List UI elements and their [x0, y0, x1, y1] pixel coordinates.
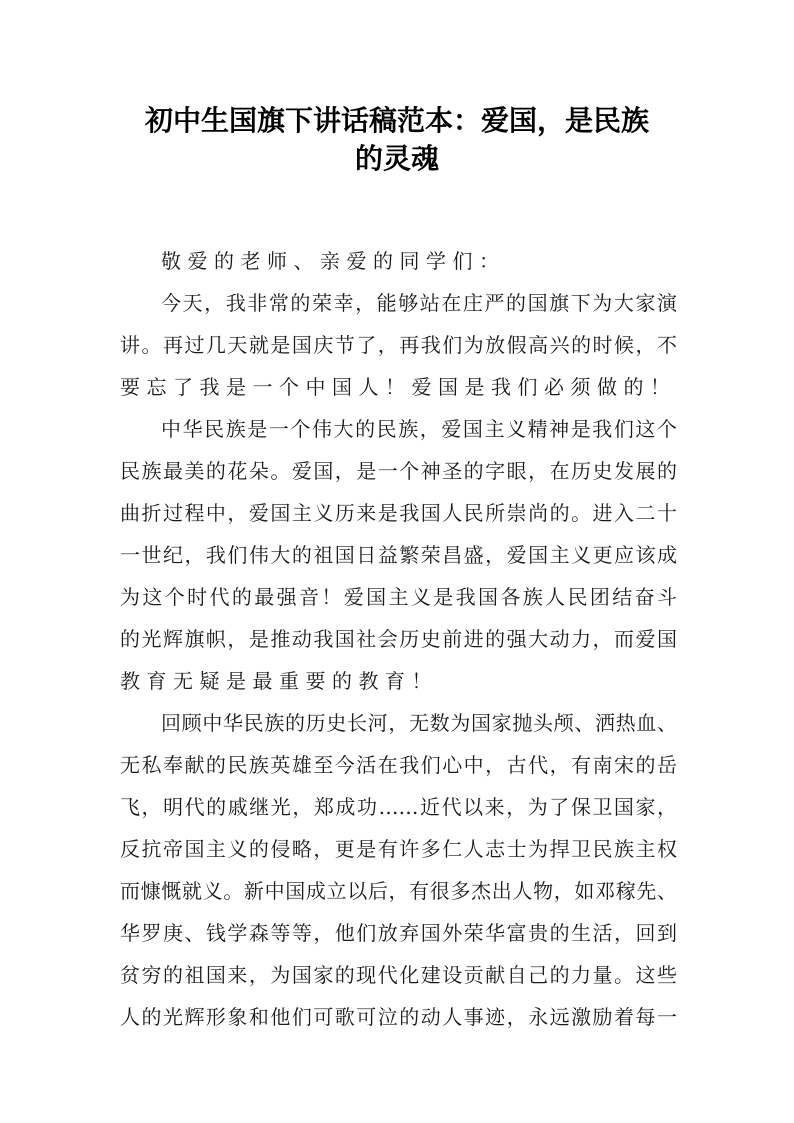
- paragraph-line: 曲折过程中，爱国主义历来是我国人民所崇尚的。进入二十: [120, 501, 677, 525]
- document-body: [120, 240, 677, 1038]
- paragraph: [120, 240, 677, 282]
- paragraph-line: 要忘了我是一个中国人！爱国是我们必须做的！: [120, 375, 677, 399]
- paragraph-line: 回顾中华民族的历史长河，无数为国家抛头颅、洒热血、: [161, 711, 677, 735]
- paragraph: [120, 282, 677, 408]
- paragraph-line: 教育无疑是最重要的教育！: [120, 669, 438, 693]
- paragraph-line: 中华民族是一个伟大的民族，爱国主义精神是我们这个: [161, 417, 677, 441]
- paragraph-line: 讲。再过几天就是国庆节了，再我们为放假高兴的时候，不: [120, 333, 677, 357]
- paragraph-line: 反抗帝国主义的侵略，更是有许多仁人志士为捍卫民族主权: [120, 837, 677, 861]
- paragraph: [120, 408, 677, 702]
- title-line: 的灵魂: [354, 142, 439, 175]
- paragraph-line: 飞，明代的戚继光，郑成功……近代以来，为了保卫国家，: [120, 795, 677, 819]
- paragraph-line: 而慷慨就义。新中国成立以后，有很多杰出人物，如邓稼先、: [120, 879, 677, 903]
- paragraph-line: 无私奉献的民族英雄至今活在我们心中，古代，有南宋的岳: [120, 753, 677, 777]
- document-title: [110, 102, 684, 178]
- paragraph-line: 人的光辉形象和他们可歌可泣的动人事迹，永远激励着每一: [120, 1005, 677, 1029]
- paragraph-line: 今天，我非常的荣幸，能够站在庄严的国旗下为大家演: [161, 291, 677, 315]
- paragraph-line: 为这个时代的最强音！爱国主义是我国各族人民团结奋斗: [120, 585, 677, 609]
- paragraph-line: 华罗庚、钱学森等等，他们放弃国外荣华富贵的生活，回到: [120, 921, 677, 945]
- paragraph-line: 一世纪，我们伟大的祖国日益繁荣昌盛，爱国主义更应该成: [120, 543, 677, 567]
- paragraph-line: 敬爱的老师、亲爱的同学们：: [161, 249, 506, 273]
- paragraph-line: 的光辉旗帜，是推动我国社会历史前进的强大动力，而爱国: [120, 627, 677, 651]
- paragraph: [120, 702, 677, 1038]
- paragraph-line: 贫穷的祖国来，为国家的现代化建设贡献自己的力量。这些: [120, 963, 677, 987]
- paragraph-line: 民族最美的花朵。爱国，是一个神圣的字眼，在历史发展的: [120, 459, 677, 483]
- title-line: 初中生国旗下讲话稿范本：爱国，是民族: [144, 104, 649, 137]
